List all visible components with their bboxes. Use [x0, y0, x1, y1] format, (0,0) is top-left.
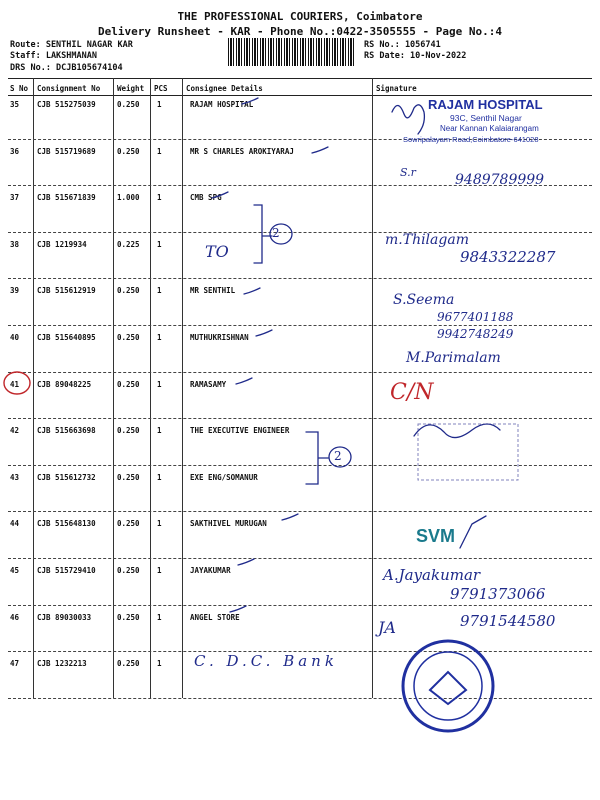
handwritten-phone-39a: 9677401188 [437, 310, 514, 324]
rajam-hospital-stamp-name: RAJAM HOSPITAL [428, 97, 543, 112]
tick-mark [230, 606, 246, 612]
row-pcs: 1 [157, 240, 162, 249]
row-pcs: 1 [157, 566, 162, 575]
row-consignee: MR S CHARLES AROKIYARAJ [190, 147, 294, 156]
row-weight: 0.250 [117, 333, 140, 342]
handwritten-note-47: C. D.C. Bank [194, 652, 338, 670]
handwritten-sig-38: m.Thilagam [385, 232, 469, 248]
row-sno: 42 [10, 426, 20, 435]
row-sno: 47 [10, 659, 20, 668]
handwritten-sig-46: JA [378, 618, 396, 637]
row-weight: 0.250 [117, 519, 140, 528]
row-consignee: MR SENTHIL [190, 286, 236, 295]
row-pcs: 1 [157, 286, 162, 295]
drs-number: DRS No.: DCJB105674104 [10, 63, 123, 73]
staff-label: Staff: LAKSHMANAN [10, 51, 97, 61]
rajam-hospital-stamp-line3: Sowripalayam Road,Coimbatore-641028 [403, 135, 539, 144]
row-weight: 0.250 [117, 659, 140, 668]
row-weight: 0.250 [117, 286, 140, 295]
handwritten-sig-40: M.Parimalam [406, 350, 501, 366]
row-pcs: 1 [157, 519, 162, 528]
row-sno: 37 [10, 193, 20, 202]
row-consignee: RAMASAMY [190, 380, 227, 389]
row-sno: 39 [10, 286, 20, 295]
tick-mark [238, 559, 254, 565]
row-sno: 43 [10, 473, 20, 482]
row-consignee: RAJAM HOSPITAL [190, 100, 254, 109]
row-sno: 45 [10, 566, 20, 575]
row-weight: 0.250 [117, 100, 140, 109]
row-consignment-no: CJB 515729410 [37, 566, 96, 575]
row-weight: 0.250 [117, 473, 140, 482]
row-pcs: 1 [157, 147, 162, 156]
circled-two: 2 [272, 226, 280, 240]
row-pcs: 1 [157, 380, 162, 389]
row-sno: 44 [10, 519, 20, 528]
col-header-consignee: Consignee Details [186, 84, 263, 93]
row-consignment-no: CJB 515275039 [37, 100, 96, 109]
row-consignment-no: CJB 515663698 [37, 426, 96, 435]
row-pcs: 1 [157, 426, 162, 435]
bank-seal-emblem [430, 672, 466, 704]
tick-mark [244, 288, 260, 294]
row-consignment-no: CJB 89048225 [37, 380, 92, 389]
row-weight: 0.250 [117, 566, 140, 575]
col-header-weight: Weight [117, 84, 145, 93]
row-pcs: 1 [157, 193, 162, 202]
row-sno: 46 [10, 613, 20, 622]
row-consignment-no: CJB 515671839 [37, 193, 96, 202]
row-consignment-no: CJB 515612732 [37, 473, 96, 482]
handwritten-sig-36: S.r [400, 166, 416, 179]
handwritten-phone-38: 9843322287 [460, 248, 556, 266]
handwritten-sig-39: S.Seema [393, 292, 455, 308]
route-label: Route: SENTHIL NAGAR KAR [10, 40, 133, 50]
row-consignee: THE EXECUTIVE ENGINEER [190, 426, 290, 435]
handwritten-phone-36: 9489789999 [455, 172, 545, 188]
row-weight: 0.250 [117, 613, 140, 622]
bracket-37-38 [254, 205, 272, 263]
row-weight: 1.000 [117, 193, 140, 202]
tick-mark [242, 98, 258, 104]
handwritten-to: TO [205, 242, 229, 261]
row-sno: 40 [10, 333, 20, 342]
row-consignee: JAYAKUMAR [190, 566, 231, 575]
sno-41-circle-icon [4, 372, 30, 394]
row-pcs: 1 [157, 333, 162, 342]
tick-mark [212, 192, 228, 198]
bracket-42-43 [306, 432, 328, 484]
bank-seal-icon [403, 641, 493, 731]
signature-scribble-35 [392, 105, 424, 134]
row-sno: 41 [10, 380, 20, 389]
tick-mark [256, 330, 272, 336]
rs-date: RS Date: 10-Nov-2022 [364, 51, 467, 61]
row-consignment-no: CJB 515640895 [37, 333, 96, 342]
row-sno: 35 [10, 100, 20, 109]
row-weight: 0.250 [117, 380, 140, 389]
svm-stroke [460, 516, 486, 548]
row-consignment-no: CJB 1232213 [37, 659, 87, 668]
handwritten-phone-39b: 9942748249 [437, 327, 514, 341]
row-pcs: 1 [157, 613, 162, 622]
circled-two: 2 [334, 449, 342, 463]
row-consignee: CMB SPG [190, 193, 222, 202]
col-header-pcs: PCS [154, 84, 168, 93]
signature-scribble-42 [414, 424, 500, 438]
svm-stamp: SVM [416, 526, 456, 546]
col-header-sno: S No [10, 84, 29, 93]
rajam-hospital-stamp-line1: 93C, Senthil Nagar [450, 113, 522, 123]
row-consignee: ANGEL STORE [190, 613, 240, 622]
row-sno: 36 [10, 147, 20, 156]
row-weight: 0.250 [117, 147, 140, 156]
rs-number: RS No.: 1056741 [364, 40, 441, 50]
row-consignment-no: CJB 89030033 [37, 613, 92, 622]
runsheet-subtitle: Delivery Runsheet - KAR - Phone No.:0422-3505555 - Page No.:4 [98, 25, 502, 38]
row-weight: 0.225 [117, 240, 140, 249]
tick-mark [312, 147, 328, 153]
row-pcs: 1 [157, 473, 162, 482]
rajam-hospital-stamp-line2: Near Kannan Kalaiarangam [440, 124, 539, 133]
handwritten-sig-45: A.Jayakumar [383, 566, 481, 584]
tick-mark [236, 378, 252, 384]
row-consignee: MUTHUKRISHNAN [190, 333, 249, 342]
bank-seal-inner-ring [414, 652, 482, 720]
row-consignee: EXE ENG/SOMANUR [190, 473, 258, 482]
company-title: THE PROFESSIONAL COURIERS, Coimbatore [177, 10, 423, 23]
row-consignment-no: CJB 515648130 [37, 519, 96, 528]
col-header-consignment: Consignment No [37, 84, 101, 93]
row-consignee: SAKTHIVEL MURUGAN [190, 519, 267, 528]
handwritten-cn-41: C/N [390, 380, 434, 405]
tick-mark [282, 514, 298, 520]
row-pcs: 1 [157, 659, 162, 668]
col-header-signature: Signature [376, 84, 417, 93]
row-pcs: 1 [157, 100, 162, 109]
row-sno: 38 [10, 240, 20, 249]
handwritten-phone-45: 9791373066 [450, 585, 546, 603]
row-weight: 0.250 [117, 426, 140, 435]
row-consignment-no: CJB 515612919 [37, 286, 96, 295]
row-consignment-no: CJB 1219934 [37, 240, 87, 249]
handwritten-phone-46: 9791544580 [460, 612, 556, 630]
row-consignment-no: CJB 515719689 [37, 147, 96, 156]
